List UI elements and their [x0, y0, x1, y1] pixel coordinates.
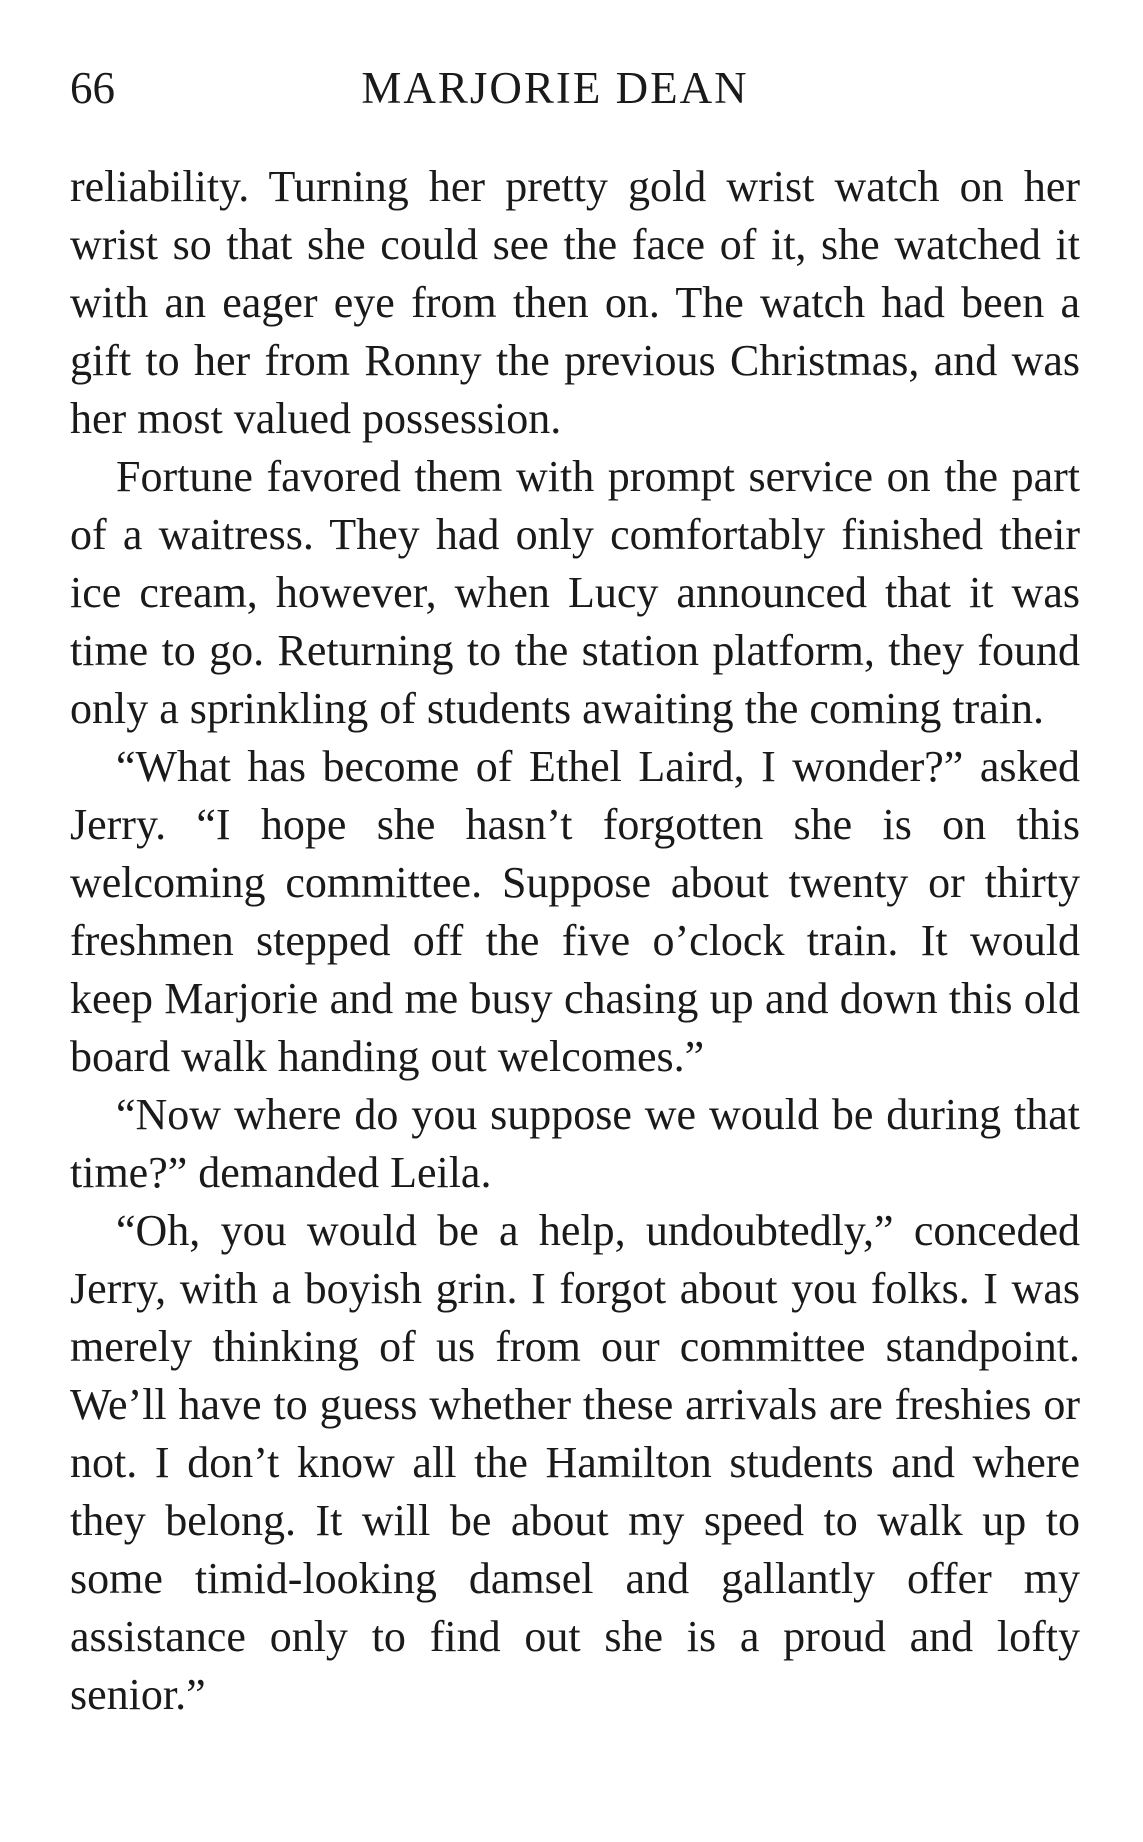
page-number: 66: [70, 63, 115, 113]
running-head: [70, 62, 1080, 122]
running-title: MARJORIE DEAN: [361, 63, 749, 113]
paragraph: “Now where do you suppose we would be during that time?” demanded Leila.: [70, 1090, 1080, 1197]
paragraph: “What has become of Ethel Laird, I wonder?” asked Jerry. “I hope she hasn’t forgotten she is on this welcoming committee. Suppose about twenty or thirty freshmen stepped off the five o’clock train. It would keep Marjorie and me busy chasing up and down this old board walk handing out welcomes.”: [70, 742, 1080, 1081]
paragraph: Fortune favored them with prompt service on the part of a waitress. They had only comfortably finished their ice cream, however, when Lucy announced that it was time to go. Returning to the station platform, they found only a sprinkling of students awaiting the coming train.: [70, 452, 1080, 733]
paragraph: “Oh, you would be a help, undoubtedly,” conceded Jerry, with a boyish grin. I forgot about you folks. I was merely thinking of us from our committee standpoint. We’ll have to guess whether these arrivals are freshies or not. I don’t know all the Hamilton students and where they belong. It will be about my speed to walk up to some timid-looking damsel and gallantly offer my assistance only to find out she is a proud and lofty senior.”: [70, 1206, 1080, 1719]
paragraph: reliability. Turning her pretty gold wrist watch on her wrist so that she could see the face of it, she watched it with an eager eye from then on. The watch had been a gift to her from Ronny the previous Christmas, and was her most valued possession.: [70, 162, 1080, 443]
body-text: [70, 158, 1080, 1724]
